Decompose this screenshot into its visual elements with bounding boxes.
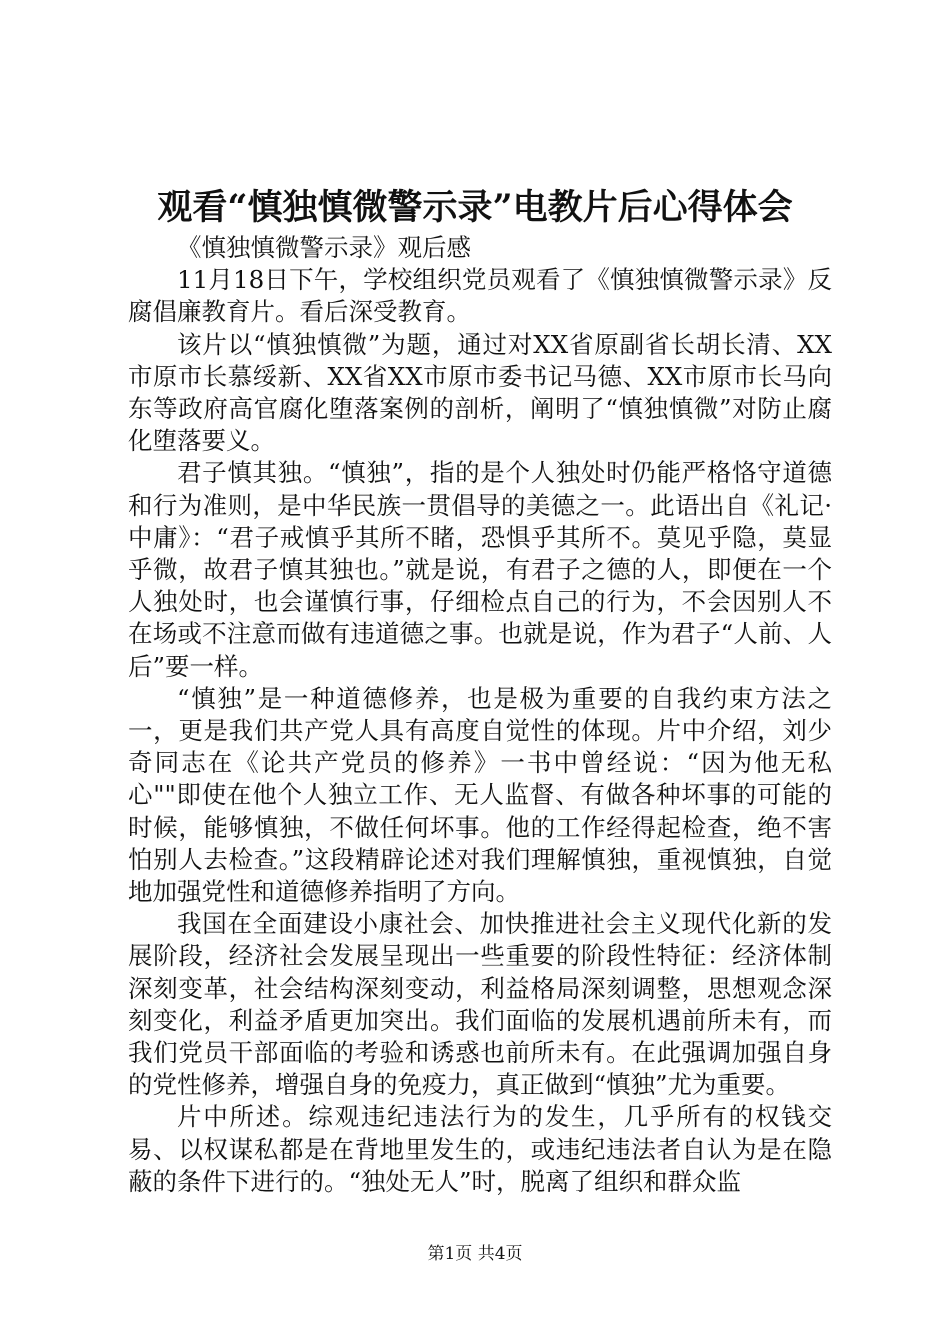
paragraph: 君子慎其独。“慎独”，指的是个人独处时仍能严格恪守道德和行为准则，是中华民族一贯倡导的美德之一。此语出自《礼记·中庸》：“君子戒慎乎其所不睹，恐惧乎其所不。莫见乎隐，莫显乎微，故君子慎其独也。”就是说，有君子之德的人，即便在一个人独处时，也会谨慎行事，仔细检点自己的行为，不会因别人不在场或不注意而做有违道德之事。也就是说，作为君子“人前、人后”要一样。 — [128, 458, 832, 681]
paragraph: “慎独”是一种道德修养，也是极为重要的自我约束方法之一，更是我们共产党人具有高度自觉性的体现。片中介绍，刘少奇同志在《论共产党员的修养》一书中曾经说：“因为他无私心""即使在他个人独立工作、无人监督、有做各种坏事的可能的时候，能够慎独，不做任何坏事。他的工作经得起检查，绝不害怕别人去检查。”这段精辟论述对我们理解慎独，重视慎独，自觉地加强党性和道德修养指明了方向。 — [128, 683, 832, 907]
paragraph: 该片以“慎独慎微”为题，通过对XX省原副省长胡长清、XX市原市长慕绥新、XX省XX市原市委书记马德、XX市原市长马向东等政府高官腐化堕落案例的剖析，阐明了“慎独慎微”对防止腐化堕落要义。 — [128, 329, 832, 456]
paragraph-subtitle: 《慎独慎微警示录》观后感 — [177, 233, 471, 262]
page-number-footer: 第1页 共4页 — [427, 1244, 523, 1264]
paragraph: 片中所述。综观违纪违法行为的发生，几乎所有的权钱交易、以权谋私都是在背地里发生的，或违纪违法者自认为是在隐蔽的条件下进行的。“独处无人”时，脱离了组织和群众监 — [128, 1102, 832, 1196]
document-title: 观看“慎独慎微警示录”电教片后心得体会 — [157, 187, 793, 228]
document-body — [128, 232, 832, 1198]
paragraph: 我国在全面建设小康社会、加快推进社会主义现代化新的发展阶段，经济社会发展呈现出一些重要的阶段性特征：经济体制深刻变革，社会结构深刻变动，利益格局深刻调整，思想观念深刻变化，利益矛盾更加突出。我们面临的发展机遇前所未有，而我们党员干部面临的考验和诱惑也前所未有。在此强调加强自身的党性修养，增强自身的免疫力，真正做到“慎独”尤为重要。 — [128, 909, 832, 1100]
paragraph: 11月18日下午，学校组织党员观看了《慎独慎微警示录》反腐倡廉教育片。看后深受教育。 — [128, 265, 832, 327]
